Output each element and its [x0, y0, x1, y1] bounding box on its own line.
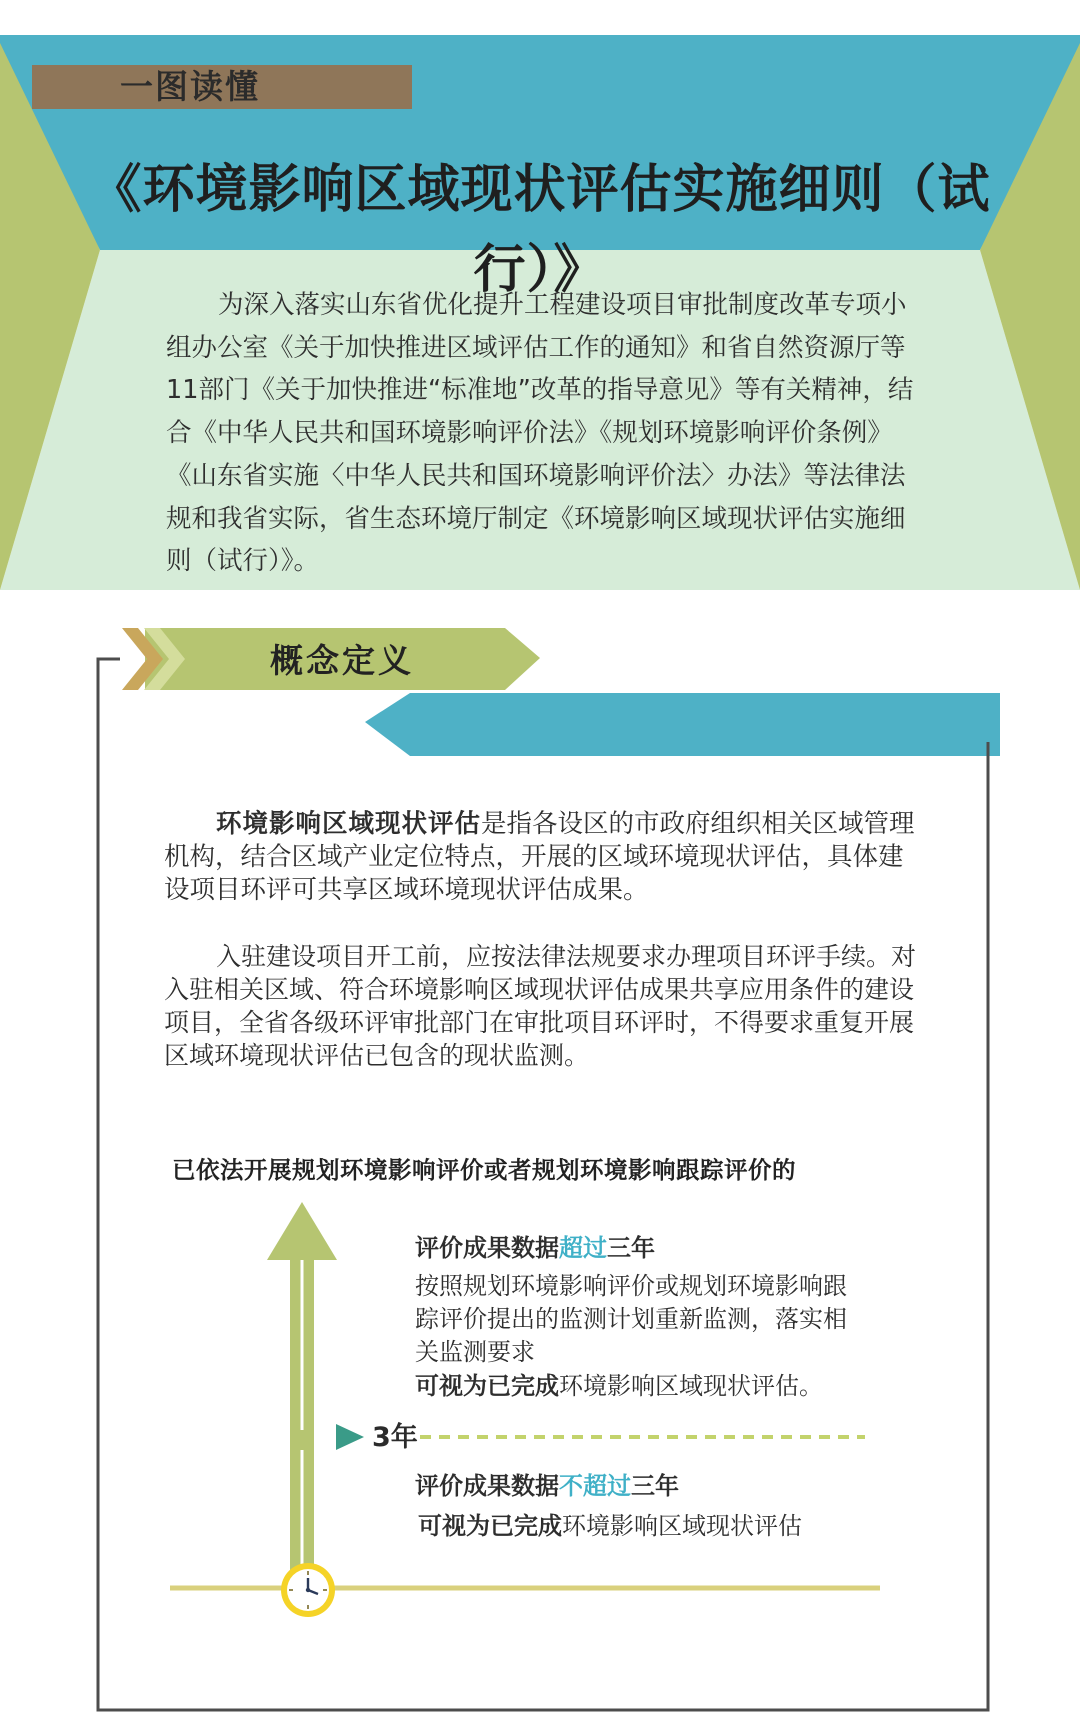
- definition-term: 环境影响区域现状评估: [216, 809, 482, 839]
- over-title-highlight: 超过: [559, 1234, 607, 1262]
- over-concl-rest: 环境影响区域现状评估。: [559, 1372, 823, 1400]
- clock-icon: [281, 1563, 335, 1617]
- rule-paragraph: [164, 940, 924, 1072]
- intro-paragraph: [166, 284, 916, 583]
- definition-paragraph: [164, 808, 924, 907]
- over-three-years-body: 按照规划环境影响评价或规划环境影响跟踪评价提出的监测计划重新监测，落实相关监测要求: [415, 1272, 847, 1366]
- arrow-up-icon: [267, 1202, 337, 1260]
- concept-heading: 概念定义: [270, 641, 414, 680]
- over-title-pre: 评价成果数据: [415, 1234, 559, 1262]
- under-title-highlight: 不超过: [559, 1472, 631, 1500]
- play-triangle-icon: [336, 1424, 364, 1450]
- over-three-years-title: [415, 1232, 655, 1265]
- page-title: 《环境影响区域现状评估实施细则（试行）》: [89, 160, 991, 300]
- threshold-label: 3年: [372, 1422, 418, 1453]
- under-concl-rest: 环境影响区域现状评估: [562, 1512, 802, 1540]
- rule-text: 入驻建设项目开工前，应按法律法规要求办理项目环评手续。对入驻相关区域、符合环境影响区域现状评估成果共享应用条件的建设项目，全省各级环评审批部门在审批项目环评时，不得要求重复开展区域环境现状评估已包含的现状监测。: [164, 942, 917, 1070]
- section-tag: 一图读懂: [120, 67, 260, 106]
- over-title-post: 三年: [607, 1234, 655, 1262]
- intro-text: 为深入落实山东省优化提升工程建设项目审批制度改革专项小组办公室《关于加快推进区域评估工作的通知》和省自然资源厅等11部门《关于加快推进“标准地”改革的指导意见》等有关精神，结合《中华人民共和国环境影响评价法》《规划环境影响评价条例》《山东省实施〈中华人民共和国环境影响评价法〉办法》等法律法规和我省实际，省生态环境厅制定《环境影响区域现状评估实施细则（试行）》。: [166, 290, 914, 577]
- under-three-years-conclusion: [418, 1510, 802, 1543]
- under-title-post: 三年: [631, 1472, 679, 1500]
- teal-banner: [365, 693, 1000, 756]
- timeline-condition: 已依法开展规划环境影响评价或者规划环境影响跟踪评价的: [172, 1156, 796, 1184]
- over-concl-bold: 可视为已完成: [415, 1372, 559, 1400]
- under-three-years-title: [415, 1470, 679, 1503]
- over-three-years-conclusion: [415, 1370, 823, 1403]
- under-title-pre: 评价成果数据: [415, 1472, 559, 1500]
- definition-text: 是指各设区的市政府组织相关区域管理机构，结合区域产业定位特点，开展的区域环境现状评估，具体建设项目环评可共享区域环境现状评估成果。: [164, 809, 915, 905]
- under-concl-bold: 可视为已完成: [418, 1512, 562, 1540]
